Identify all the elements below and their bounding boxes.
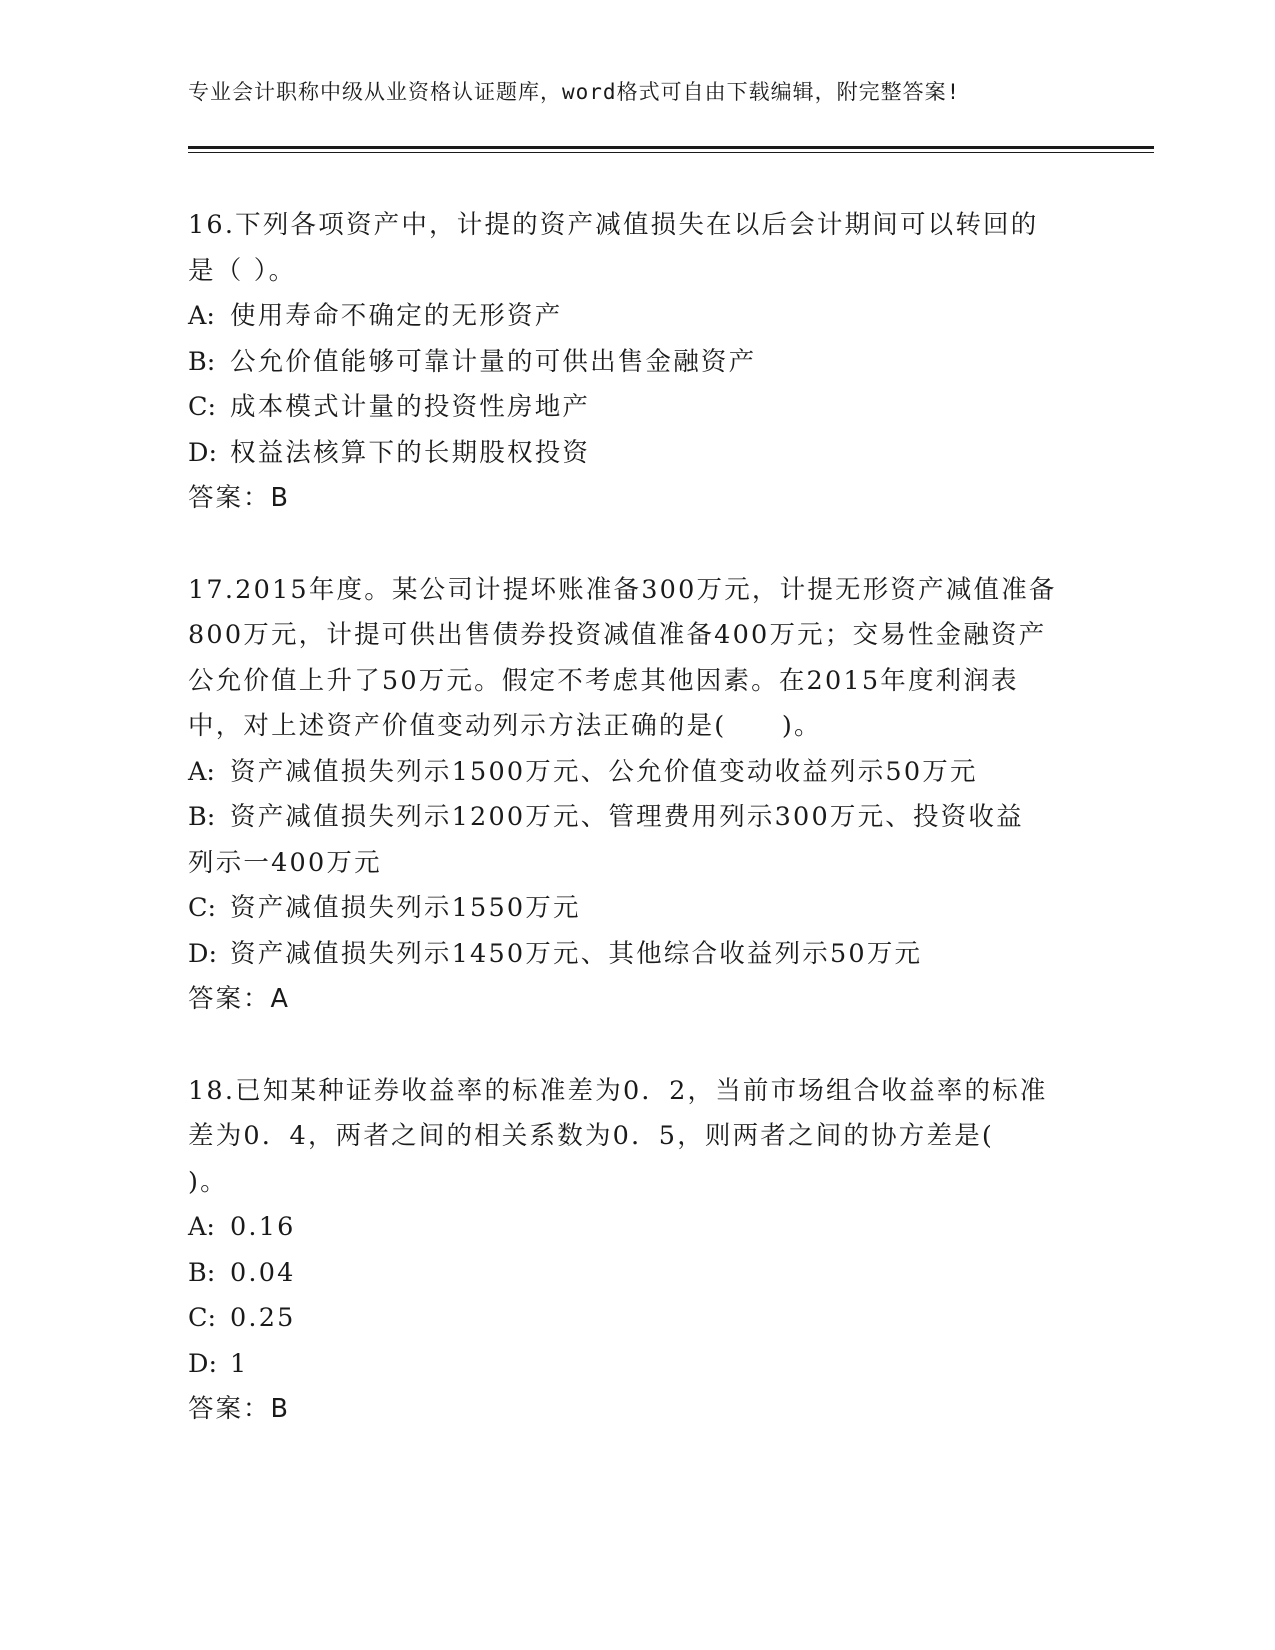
option-b — [188, 1251, 1088, 1297]
question-17 — [188, 568, 1088, 1023]
answer-label: 答案：B — [188, 1394, 290, 1424]
question-stem-line: 16.下列各项资产中，计提的资产减值损失在以后会计期间可以转回的 — [188, 210, 1039, 240]
option-letter: A: — [188, 301, 216, 331]
option-text: 成本模式计量的投资性房地产 — [230, 392, 591, 422]
option-letter: B: — [188, 802, 216, 832]
option-b — [188, 795, 1088, 841]
option-d — [188, 1342, 1088, 1388]
question-stem-line: 差为0．4，两者之间的相关系数为0．5，则两者之间的协方差是( — [188, 1121, 995, 1151]
question-stem-line: )。 — [188, 1166, 228, 1197]
option-text: 公允价值能够可靠计量的可供出售金融资产 — [230, 346, 757, 377]
page-header: 专业会计职称中级从业资格认证题库，word格式可自由下载编辑，附完整答案! — [188, 80, 961, 104]
option-a — [188, 294, 1088, 340]
question-16 — [188, 203, 1088, 522]
option-letter: A: — [188, 1212, 216, 1242]
option-b-continued: 列示一400万元 — [188, 847, 382, 878]
option-d — [188, 932, 1088, 978]
option-c — [188, 1296, 1088, 1342]
question-list — [188, 203, 1088, 1479]
answer-label: 答案：B — [188, 483, 290, 513]
option-text: 资产减值损失列示1500万元、公允价值变动收益列示50万元 — [230, 756, 978, 787]
option-letter: A: — [188, 756, 216, 787]
question-18 — [188, 1069, 1088, 1433]
question-stem-line: 是（ ）。 — [188, 255, 297, 286]
option-text: 0.04 — [230, 1257, 296, 1288]
header-rule-thick — [188, 146, 1154, 149]
header-rule-thin — [188, 152, 1154, 153]
option-c — [188, 886, 1088, 932]
option-text: 0.16 — [230, 1212, 296, 1242]
option-a — [188, 750, 1088, 796]
option-letter: D: — [188, 437, 218, 468]
option-letter: B: — [188, 346, 216, 377]
question-stem-line: 公允价值上升了50万元。假定不考虑其他因素。在2015年度利润表 — [188, 665, 1019, 696]
option-letter: C: — [188, 1303, 217, 1333]
option-text: 资产减值损失列示1550万元 — [230, 893, 581, 923]
option-letter: D: — [188, 1348, 218, 1379]
option-text: 资产减值损失列示1450万元、其他综合收益列示50万元 — [230, 938, 923, 969]
option-text: 权益法核算下的长期股权投资 — [230, 437, 591, 468]
option-c — [188, 385, 1088, 431]
option-text: 0.25 — [230, 1303, 296, 1333]
option-d — [188, 431, 1088, 477]
option-letter: C: — [188, 893, 217, 923]
question-stem-line: 中，对上述资产价值变动列示方法正确的是( )。 — [188, 711, 822, 741]
option-letter: D: — [188, 938, 218, 969]
option-letter: B: — [188, 1257, 216, 1288]
option-text: 资产减值损失列示1200万元、管理费用列示300万元、投资收益 — [230, 802, 1024, 832]
option-text: 使用寿命不确定的无形资产 — [230, 301, 563, 331]
option-text: 1 — [230, 1348, 249, 1379]
option-letter: C: — [188, 392, 217, 422]
question-stem-line: 17.2015年度。某公司计提坏账准备300万元，计提无形资产减值准备 — [188, 574, 1057, 605]
question-stem-line: 800万元，计提可供出售债券投资减值准备400万元；交易性金融资产 — [188, 620, 1047, 650]
option-a — [188, 1205, 1088, 1251]
answer-label: 答案：A — [188, 984, 290, 1014]
question-stem-line: 18.已知某种证券收益率的标准差为0．2，当前市场组合收益率的标准 — [188, 1075, 1048, 1106]
option-b — [188, 340, 1088, 386]
